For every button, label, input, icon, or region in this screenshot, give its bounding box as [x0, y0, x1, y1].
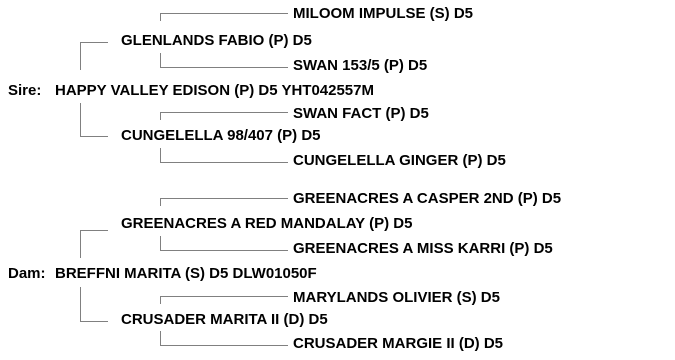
sire-sire-name: GLENLANDS FABIO (P) D5	[121, 32, 312, 49]
connector-line	[80, 42, 81, 70]
sire-label: Sire:	[8, 82, 42, 99]
connector-line	[160, 345, 288, 346]
connector-line	[160, 67, 288, 68]
connector-line	[160, 13, 288, 14]
sire-dam-name: CUNGELELLA 98/407 (P) D5	[121, 127, 321, 144]
sire-dam-sire-name: SWAN FACT (P) D5	[293, 105, 429, 122]
connector-line	[160, 296, 288, 297]
connector-line	[80, 230, 81, 258]
sire-name: HAPPY VALLEY EDISON (P) D5 YHT042557M	[55, 82, 374, 99]
sire-sire-sire-name: MILOOM IMPULSE (S) D5	[293, 5, 473, 22]
sire-dam-dam-name: CUNGELELLA GINGER (P) D5	[293, 152, 506, 169]
connector-line	[160, 198, 288, 199]
dam-sire-sire-name: GREENACRES A CASPER 2ND (P) D5	[293, 190, 562, 207]
connector-line	[160, 112, 288, 113]
dam-sire-dam-name: GREENACRES A MISS KARRI (P) D5	[293, 240, 553, 257]
connector-line	[160, 112, 161, 120]
connector-line	[80, 103, 81, 136]
dam-dam-name: CRUSADER MARITA II (D) D5	[121, 311, 328, 328]
connector-line	[80, 42, 108, 43]
connector-line	[80, 287, 81, 321]
connector-line	[80, 136, 108, 137]
connector-line	[160, 236, 161, 250]
dam-label: Dam:	[8, 265, 46, 282]
connector-line	[160, 296, 161, 304]
dam-name: BREFFNI MARITA (S) D5 DLW01050F	[55, 265, 317, 282]
connector-line	[80, 321, 108, 322]
connector-line	[160, 198, 161, 206]
connector-line	[160, 148, 161, 162]
dam-dam-sire-name: MARYLANDS OLIVIER (S) D5	[293, 289, 500, 306]
connector-line	[160, 250, 288, 251]
connector-line	[160, 13, 161, 21]
connector-line	[160, 162, 288, 163]
connector-line	[160, 331, 161, 345]
dam-sire-name: GREENACRES A RED MANDALAY (P) D5	[121, 215, 413, 232]
sire-sire-dam-name: SWAN 153/5 (P) D5	[293, 57, 428, 74]
dam-dam-dam-name: CRUSADER MARGIE II (D) D5	[293, 335, 504, 352]
connector-line	[160, 53, 161, 67]
connector-line	[80, 230, 108, 231]
